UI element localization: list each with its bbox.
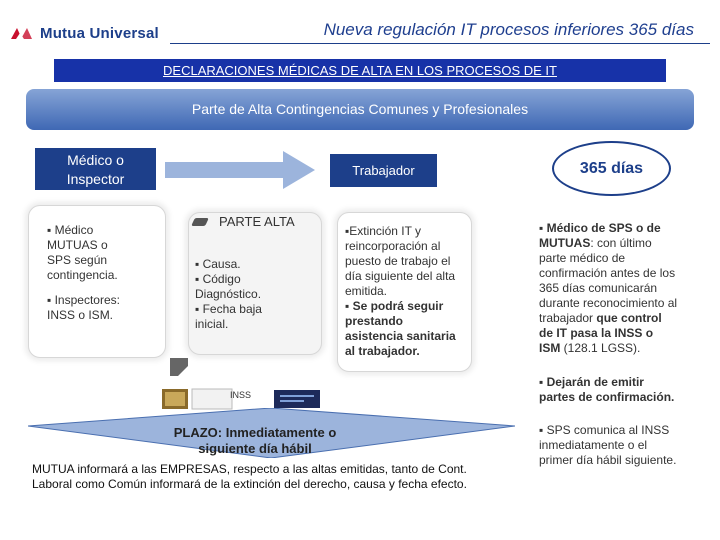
document-corner-icon bbox=[170, 358, 188, 376]
mutua-universal-logo bbox=[10, 22, 180, 44]
left-box-text bbox=[47, 223, 159, 323]
mid-text-line: ▪ Código bbox=[195, 272, 241, 286]
plazo-text bbox=[161, 425, 349, 457]
side-text-span: : con último bbox=[590, 236, 652, 250]
flow-arrow-icon bbox=[165, 151, 315, 189]
right-text-line: emitida. bbox=[345, 284, 388, 298]
parte-alta-label: PARTE ALTA bbox=[219, 214, 295, 229]
side-text-line: partes de confirmación. bbox=[539, 390, 675, 404]
side-text-bold: MUTUAS bbox=[539, 236, 591, 250]
side-text-line: de IT pasa la INSS o bbox=[539, 326, 654, 340]
footer-line: Laboral como Común informará de la extinción del derecho, causa y fecha efecto. bbox=[32, 477, 467, 491]
side-text-line: 365 días comunicarán bbox=[539, 281, 658, 295]
side-text-line bbox=[539, 311, 695, 326]
side-text-bold: ISM bbox=[539, 341, 561, 355]
side-text-line: inmediatamente o el bbox=[539, 438, 648, 452]
right-text-line: al trabajador. bbox=[345, 344, 420, 358]
365-dias-oval: 365 días bbox=[552, 141, 671, 196]
medico-line-2: Inspector bbox=[66, 171, 125, 187]
left-text-line: MUTUAS o bbox=[47, 238, 108, 252]
side-text-line bbox=[539, 341, 695, 356]
side-text-line: parte médico de bbox=[539, 251, 626, 265]
mid-text-line: ▪ Causa. bbox=[195, 257, 241, 271]
side-paragraph-3 bbox=[539, 423, 695, 468]
side-paragraph-2 bbox=[539, 375, 695, 405]
side-text-line bbox=[539, 236, 695, 251]
mid-text-line: Diagnóstico. bbox=[195, 287, 262, 301]
side-text-line: ▪ Dejarán de emitir bbox=[539, 375, 644, 389]
footer-note bbox=[32, 462, 512, 492]
side-text-span: trabajador bbox=[539, 311, 597, 325]
sub-banner: Parte de Alta Contingencias Comunes y Profesionales bbox=[26, 89, 694, 130]
mid-text-line: ▪ Fecha baja bbox=[195, 302, 262, 316]
medico-line-1: Médico o bbox=[67, 152, 124, 168]
left-text-line: contingencia. bbox=[47, 268, 118, 282]
side-text-line: primer día hábil siguiente. bbox=[539, 453, 677, 467]
trabajador-box: Trabajador bbox=[330, 154, 437, 187]
plazo-line: PLAZO: Inmediatamente o bbox=[173, 425, 337, 440]
title-divider bbox=[170, 43, 710, 44]
main-banner: DECLARACIONES MÉDICAS DE ALTA EN LOS PROCESOS DE IT bbox=[54, 59, 666, 82]
left-text-line: ▪ Inspectores: bbox=[47, 293, 120, 307]
right-text-line: prestando bbox=[345, 314, 404, 328]
left-text-line: SPS según bbox=[47, 253, 108, 267]
side-text-span: (128.1 LGSS). bbox=[560, 341, 641, 355]
right-text-line: asistencia sanitaria bbox=[345, 329, 456, 343]
side-paragraph-1 bbox=[539, 221, 695, 356]
page-title: Nueva regulación IT procesos inferiores 365 días bbox=[323, 20, 694, 39]
side-text-line: ▪ SPS comunica al INSS bbox=[539, 423, 670, 437]
side-text-line: durante reconocimiento al bbox=[539, 296, 678, 310]
right-text-line: ▪Extinción IT y bbox=[345, 224, 422, 238]
logo-text: Mutua Universal bbox=[40, 24, 159, 42]
medico-inspector-box bbox=[35, 148, 156, 190]
right-text-line: puesto de trabajo el bbox=[345, 254, 451, 268]
left-text-line: INSS o ISM. bbox=[47, 308, 114, 322]
footer-line: MUTUA informará a las EMPRESAS, respecto a las altas emitidas, tanto de Cont. bbox=[32, 462, 467, 476]
parte-alta-text bbox=[195, 257, 313, 332]
plazo-line: siguiente día hábil bbox=[198, 441, 312, 456]
right-text-line: día siguiente del alta bbox=[345, 269, 456, 283]
side-text-line: ▪ Médico de SPS o de bbox=[539, 221, 661, 235]
trabajador-text bbox=[345, 224, 470, 359]
left-text-line: ▪ Médico bbox=[47, 223, 94, 237]
side-text-line: confirmación antes de los bbox=[539, 266, 676, 280]
mid-text-line: inicial. bbox=[195, 317, 229, 331]
side-text-bold: que control bbox=[596, 311, 662, 325]
logo-mark-icon bbox=[10, 26, 36, 40]
inss-label: INSS bbox=[230, 390, 252, 400]
right-text-line: ▪ Se podrá seguir bbox=[345, 299, 444, 313]
right-text-line: reincorporación al bbox=[345, 239, 441, 253]
